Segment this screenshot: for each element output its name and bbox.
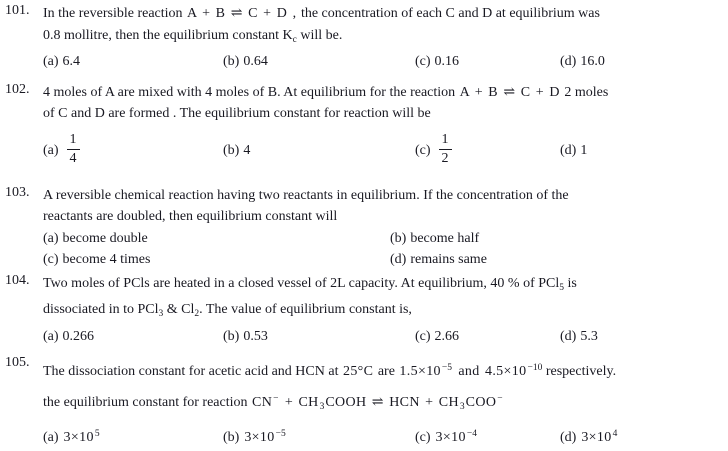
question-body [43,185,726,271]
option-value: 0.16 [434,54,460,69]
option-value: become half [410,230,480,246]
options-row [43,421,726,451]
option-a [43,326,223,348]
option-c [43,249,390,271]
question-text-line: dissociated in to PCl$_3$ & $Cl_2$. The value of equilibrium constant is, [43,302,412,319]
question-text-line: reactants are doubled, then equilibrium constant will [43,209,338,224]
option-label: (a) [43,430,59,445]
option-label: (d) [560,142,577,158]
option-c [415,133,560,168]
options-grid [43,228,726,271]
option-b [390,228,726,250]
question-body [43,82,726,174]
option-label: (b) [390,230,407,246]
options-row [43,326,726,348]
question-body [43,355,726,451]
option-value: 5.3 [580,328,598,344]
question-103 [0,185,726,271]
option-label: (a) [43,328,59,344]
option-value: $3\times 10^{-4}$ [435,429,477,445]
option-c [415,51,560,73]
option-value: 0.53 [243,328,268,344]
option-label: (d) [560,54,577,69]
option-value: $3\times 10^4$ [581,429,618,445]
option-value: become double [62,230,148,246]
option-label: (c) [415,430,431,445]
option-b [223,326,415,348]
option-d [390,249,726,271]
option-value: 0.64 [243,54,268,69]
question-101 [0,3,726,73]
option-label: (a) [43,230,59,246]
options-row [43,51,726,73]
option-b [223,140,415,162]
question-102 [0,82,726,174]
option-value: $\frac{1}{4}$ [63,143,80,158]
option-value: $3\times 10^{-5}$ [244,429,286,445]
option-value: 16.0 [580,54,605,69]
option-a [43,228,390,250]
question-text-line: 4 moles of A are mixed with 4 moles of B. At equilibrium for the reaction A + B ⇌ C + D 2 moles [43,84,609,100]
option-label: (c) [415,328,431,344]
option-label: (a) [43,54,59,69]
question-text-line: In the reversible reaction A + B ⇌ C + D , the concentration of each C and D at equilibrium was [43,6,600,21]
option-d [560,140,726,162]
option-label: (d) [560,328,577,344]
question-text-line: A reversible chemical reaction having two reactants in equilibrium. If the concentration of the [43,187,569,203]
question-number: 103. [5,184,30,200]
question-body [43,3,726,73]
option-label: (c) [43,252,59,267]
question-text-line: The dissociation constant for acetic acid and HCN at 25°C are $1.5\times 10^{-5}$ and $4.5\times 10^{-10}$ respectively. [43,363,617,379]
option-label: (a) [43,142,59,158]
option-value: 1 [580,142,588,158]
option-label: (d) [560,430,577,445]
option-value: remains same [410,252,487,267]
question-body [43,273,726,348]
option-label: (b) [223,430,240,445]
option-b [223,51,415,73]
question-number: 104. [5,272,30,288]
option-value: $3\times 10^5$ [63,429,100,445]
question-text-line: of C and D are formed . The equilibrium constant for reaction will be [43,106,431,121]
question-number: 102. [5,81,30,97]
option-label: (d) [390,252,407,267]
question-105 [0,355,726,451]
option-d [560,326,726,348]
option-b [223,421,415,451]
option-value: 2.66 [434,328,460,344]
option-label: (b) [223,54,240,69]
option-a [43,133,223,168]
option-value: 4 [243,142,251,158]
option-value: 6.4 [62,54,81,69]
question-text-line: 0.8 mollitre, then the equilibrium constant $K_c$ will be. [43,27,343,45]
options-row [43,128,726,174]
question-number: 105. [5,355,30,370]
question-text-line: Two moles of PCls are heated in a closed vessel of 2L capacity. At equilibrium, 40 % of PCl$_5$ is [43,275,577,293]
option-value: $\frac{1}{2}$ [435,143,452,158]
option-c [415,326,560,348]
question-text-line: the equilibrium constant for reaction $CN^- + CH_3COOH$ ⇌ HCN + $CH_3COO^-$ [43,393,503,412]
option-a [43,51,223,73]
option-label: (b) [223,328,240,344]
option-d [560,51,726,73]
question-number: 101. [5,3,30,18]
option-d [560,421,726,451]
option-value: become 4 times [62,252,151,267]
option-c [415,421,560,451]
option-a [43,421,223,451]
option-value: 0.266 [62,328,95,344]
question-104 [0,273,726,348]
option-label: (c) [415,54,431,69]
option-label: (b) [223,142,240,158]
option-label: (c) [415,142,431,158]
